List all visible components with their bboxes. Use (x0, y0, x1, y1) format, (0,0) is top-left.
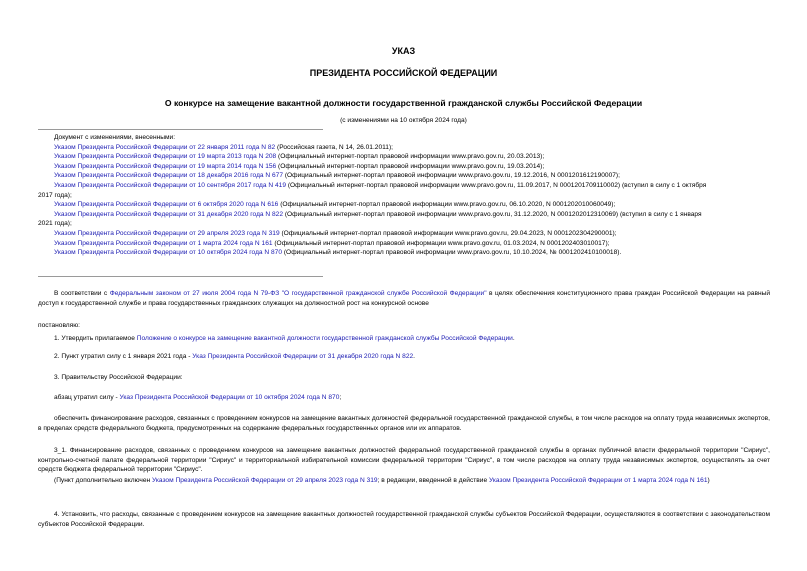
doc-title-president: ПРЕЗИДЕНТА РОССИЙСКОЙ ФЕДЕРАЦИИ (309, 68, 498, 78)
change-item-link[interactable]: Указом Президента Российской Федерации от 29 апреля 2023 года N 319 (54, 229, 280, 237)
decree-319-link[interactable]: Указом Президента Российской Федерации от 29 апреля 2023 года N 319 (151, 477, 378, 484)
paragraph-item-3-a: абзац утратил силу - Указ Президента Российской Федерации от 10 октября 2024 года N 870; (54, 394, 342, 401)
divider-top (38, 129, 323, 130)
change-item-link[interactable]: Указом Президента Российской Федерации от 31 декабря 2020 года N 822 (54, 210, 284, 218)
doc-subtitle-revision: (с изменениями на 10 октября 2024 года) (340, 117, 467, 124)
paragraph-preamble: В соответствии с Федеральным законом от 27 июля 2004 года N 79-ФЗ "О государственной гражданской службе Российской Федерации" в целях обеспечения конституционного права граждан Российской Федерации на равный доступ к государственной службе и права государственных гражданских служащих на должностной рост на конкурсной основе (38, 290, 771, 307)
change-item: Указом Президента Российской Федерации от 22 января 2011 года N 82 (Российская газета, N 14, 26.01.2011); (54, 143, 394, 151)
decree-161-link[interactable]: Указом Президента Российской Федерации от 1 марта 2024 года N 161 (488, 477, 708, 484)
change-item: Указом Президента Российской Федерации от 6 октября 2020 года N 616 (Официальный интернет-портал правовой информации www.pravo.gov.ru, 06.10.2020, N 0001202010060049); (54, 201, 616, 209)
changes-intro: Документ с изменениями, внесенными: (54, 134, 176, 141)
change-item-link[interactable]: Указом Президента Российской Федерации от 10 октября 2024 года N 870 (54, 249, 283, 257)
change-item: Указом Президента Российской Федерации от 10 октября 2024 года N 870 (Официальный интернет-портал правовой информации www.pravo.gov.ru, 10.10.2024, № 0001202410100018). (54, 249, 622, 257)
change-item-link[interactable]: Указом Президента Российской Федерации от 22 января 2011 года N 82 (54, 143, 276, 151)
change-item: Указом Президента Российской Федерации от 29 апреля 2023 года N 319 (Официальный интернет-портал правовой информации www.pravo.gov.ru, 29.04.2023, N 0001202304290001); (54, 229, 617, 237)
change-item: Указом Президента Российской Федерации от 19 марта 2013 года N 208 (Официальный интернет-портал правовой информации www.pravo.gov.ru, 20.03.2013); (54, 153, 545, 161)
paragraph-item-2: 2. Пункт утратил силу с 1 января 2021 года - Указ Президента Российской Федерации от 31 декабря 2020 года N 822. (54, 353, 415, 360)
change-item-link[interactable]: Указом Президента Российской Федерации от 10 сентября 2017 года N 419 (54, 181, 286, 189)
decree-870-link[interactable]: Указ Президента Российской Федерации от 10 октября 2024 года N 870 (119, 394, 340, 401)
change-item-continuation: 2017 года); (38, 191, 72, 199)
change-item-link[interactable]: Указом Президента Российской Федерации от 1 марта 2024 года N 161 (54, 239, 273, 247)
paragraph-item-3: 3. Правительству Российской Федерации: (54, 374, 183, 381)
change-item-continuation: 2021 года); (38, 220, 72, 228)
paragraph-item-3-1-note: (Пункт дополнительно включен Указом Президента Российской Федерации от 29 апреля 2023 года N 319; в редакции, введенной в действие Указом Президента Российской Федерации от 1 марта 2024 года N 161) (54, 477, 710, 484)
change-item: Указом Президента Российской Федерации от 19 марта 2014 года N 156 (Официальный интернет-портал правовой информации www.pravo.gov.ru, 19.03.2014); (54, 162, 545, 170)
change-item: Указом Президента Российской Федерации от 18 декабря 2016 года N 677 (Официальный интернет-портал правовой информации www.pravo.gov.ru, 19.12.2016, N 0001201612190007); (54, 172, 620, 180)
regulation-link[interactable]: Положение о конкурсе на замещение вакантной должности государственной гражданской службы Российской Федерации (136, 335, 513, 342)
paragraph-item-4: 4. Установить, что расходы, связанные с проведением конкурсов на замещение вакантных должностей государственной гражданской службы субъектов Российской Федерации, осуществляются в соответствии с законодательством субъектов Российской Федерации. (38, 511, 770, 528)
law-79-fz-link[interactable]: Федеральным законом от 27 июля 2004 года N 79-ФЗ "О государственной гражданской службе Российской Федерации" (109, 290, 487, 297)
paragraph-item-1: 1. Утвердить прилагаемое Положение о конкурсе на замещение вакантной должности государственной гражданской службы Российской Федерации. (54, 335, 515, 342)
change-item: Указом Президента Российской Федерации от 10 сентября 2017 года N 419 (Официальный интернет-портал правовой информации www.pravo.gov.ru, 11.09.2017, N 0001201709110002) (вступил в силу с 1 октября (54, 181, 707, 189)
doc-title-decree: УКАЗ (391, 46, 416, 56)
change-item-link[interactable]: Указом Президента Российской Федерации от 19 марта 2013 года N 208 (54, 153, 277, 161)
doc-title-subject: О конкурсе на замещение вакантной должности государственной гражданской службы Российской Федерации (164, 98, 643, 108)
paragraph-resolve: постановляю: (38, 322, 81, 329)
decree-822-link[interactable]: Указ Президента Российской Федерации от 31 декабря 2020 года N 822 (192, 353, 414, 360)
paragraph-item-3-1: 3_1. Финансирование расходов, связанных с проведением конкурсов на замещение вакантных должностей федеральной государственной гражданской службы в органах публичной власти федеральной территории "Сириус", контрольно-счетной палате федеральной территории "Сириус" и территориальной избирательной комиссии федеральной территории "Сириус", в том числе расходов на оплату труда независимых экспертов, осуществлять за счет средств бюджета федеральной территории "Сириус". (38, 447, 770, 474)
change-item-link[interactable]: Указом Президента Российской Федерации от 18 декабря 2016 года N 677 (54, 172, 284, 180)
change-item: Указом Президента Российской Федерации от 31 декабря 2020 года N 822 (Официальный интернет-портал правовой информации www.pravo.gov.ru, 31.12.2020, N 0001202012310069) (вступил в силу с 1 января (54, 210, 702, 218)
change-item-link[interactable]: Указом Президента Российской Федерации от 6 октября 2020 года N 616 (54, 201, 279, 209)
change-item-link[interactable]: Указом Президента Российской Федерации от 19 марта 2014 года N 156 (54, 162, 277, 170)
changes-list (38, 133, 774, 258)
change-item: Указом Президента Российской Федерации от 1 марта 2024 года N 161 (Официальный интернет-портал правовой информации www.pravo.gov.ru, 01.03.2024, N 0001202403010017); (54, 239, 610, 247)
paragraph-item-3-b: обеспечить финансирование расходов, связанных с проведением конкурсов на замещение вакантных должностей федеральной государственной гражданской службы, в том числе расходов на оплату труда независимых экспертов, в пределах средств федерального бюджета, предусмотренных на содержание федеральных государственных органов или их аппаратов. (38, 415, 770, 432)
divider-bottom (38, 276, 323, 277)
